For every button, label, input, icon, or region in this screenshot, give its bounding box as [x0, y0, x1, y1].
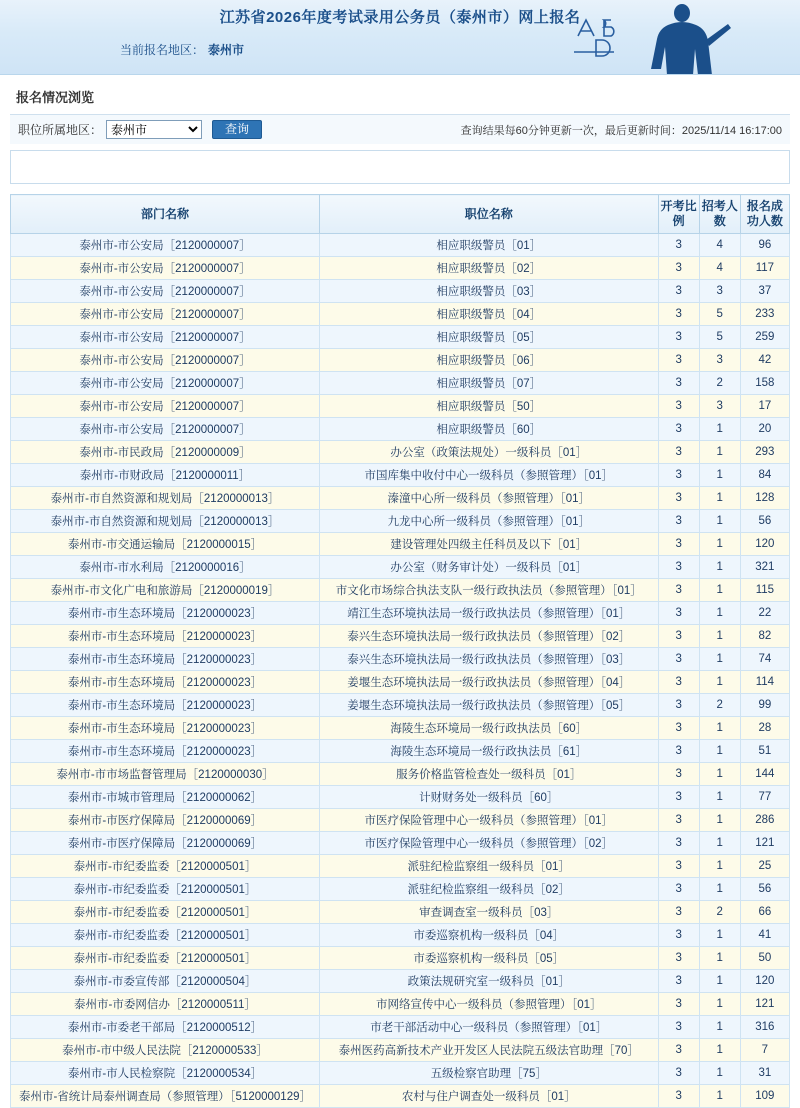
- header-ratio: 开考比例: [658, 195, 699, 234]
- cell-position: 办公室（政策法规处）一级科员［01］: [319, 441, 658, 464]
- cell-applied-count: 84: [740, 464, 789, 487]
- cell-position: 靖江生态环境执法局一级行政执法员（参照管理）［01］: [319, 602, 658, 625]
- cell-applied-count: 117: [740, 257, 789, 280]
- cell-applied-count: 20: [740, 418, 789, 441]
- positions-table: [10, 194, 790, 1108]
- table-row: [11, 648, 790, 671]
- cell-position: 建设管理处四级主任科员及以下［01］: [319, 533, 658, 556]
- cell-department: 泰州市-市公安局［2120000007］: [11, 257, 320, 280]
- table-row: [11, 1016, 790, 1039]
- cell-applied-count: 115: [740, 579, 789, 602]
- cell-ratio: 3: [658, 326, 699, 349]
- cell-plan-count: 1: [699, 464, 740, 487]
- positions-table-body: [11, 234, 790, 1108]
- cell-plan-count: 1: [699, 924, 740, 947]
- cell-position: 派驻纪检监察组一级科员［02］: [319, 878, 658, 901]
- cell-department: 泰州市-市生态环境局［2120000023］: [11, 625, 320, 648]
- cell-position: 市医疗保险管理中心一级科员（参照管理）［01］: [319, 809, 658, 832]
- cell-position: 市医疗保险管理中心一级科员（参照管理）［02］: [319, 832, 658, 855]
- cell-plan-count: 3: [699, 280, 740, 303]
- cell-department: 泰州市-市生态环境局［2120000023］: [11, 694, 320, 717]
- cell-department: 泰州市-市生态环境局［2120000023］: [11, 671, 320, 694]
- cell-plan-count: 1: [699, 1085, 740, 1108]
- table-row: [11, 763, 790, 786]
- table-row: [11, 579, 790, 602]
- cell-ratio: 3: [658, 418, 699, 441]
- cell-applied-count: 25: [740, 855, 789, 878]
- cell-plan-count: 1: [699, 832, 740, 855]
- cell-department: 泰州市-市生态环境局［2120000023］: [11, 602, 320, 625]
- cell-plan-count: 1: [699, 648, 740, 671]
- cell-plan-count: 2: [699, 694, 740, 717]
- cell-ratio: 3: [658, 717, 699, 740]
- cell-plan-count: 1: [699, 855, 740, 878]
- cell-applied-count: 51: [740, 740, 789, 763]
- cell-department: 泰州市-市人民检察院［2120000534］: [11, 1062, 320, 1085]
- cell-position: 服务价格监管检查处一级科员［01］: [319, 763, 658, 786]
- table-row: [11, 740, 790, 763]
- cell-position: 相应职级警员［03］: [319, 280, 658, 303]
- cell-department: 泰州市-市委老干部局［2120000512］: [11, 1016, 320, 1039]
- cell-plan-count: 1: [699, 487, 740, 510]
- cell-ratio: 3: [658, 1039, 699, 1062]
- cell-ratio: 3: [658, 464, 699, 487]
- cell-department: 泰州市-市公安局［2120000007］: [11, 395, 320, 418]
- cell-ratio: 3: [658, 694, 699, 717]
- update-time-note: 查询结果每60分钟更新一次，最后更新时间：2025/11/14 16:17:00: [460, 124, 782, 137]
- table-row: [11, 372, 790, 395]
- table-row: [11, 1085, 790, 1108]
- header-department: 部门名称: [11, 195, 320, 234]
- cell-ratio: 3: [658, 1016, 699, 1039]
- cell-applied-count: 56: [740, 878, 789, 901]
- cell-applied-count: 109: [740, 1085, 789, 1108]
- cell-position: 泰州医药高新技术产业开发区人民法院五级法官助理［70］: [319, 1039, 658, 1062]
- cell-plan-count: 1: [699, 441, 740, 464]
- cell-plan-count: 3: [699, 395, 740, 418]
- cell-department: 泰州市-市纪委监委［2120000501］: [11, 924, 320, 947]
- cell-applied-count: 66: [740, 901, 789, 924]
- notice-box: [10, 150, 790, 184]
- cell-department: 泰州市-市委网信办［2120000511］: [11, 993, 320, 1016]
- cell-department: 泰州市-市财政局［2120000011］: [11, 464, 320, 487]
- cell-department: 泰州市-市自然资源和规划局［2120000013］: [11, 487, 320, 510]
- cell-plan-count: 1: [699, 763, 740, 786]
- cell-plan-count: 1: [699, 993, 740, 1016]
- cell-ratio: 3: [658, 280, 699, 303]
- region-filter-label: 职位所属地区：: [18, 123, 103, 137]
- cell-position: 政策法规研究室一级科员［01］: [319, 970, 658, 993]
- table-row: [11, 303, 790, 326]
- cell-plan-count: 1: [699, 510, 740, 533]
- cell-plan-count: 5: [699, 326, 740, 349]
- cell-ratio: 3: [658, 740, 699, 763]
- cell-department: 泰州市-省统计局泰州调查局（参照管理）［5120000129］: [11, 1085, 320, 1108]
- current-region-value: 泰州市: [208, 43, 245, 57]
- cell-plan-count: 1: [699, 947, 740, 970]
- cell-ratio: 3: [658, 510, 699, 533]
- cell-position: 相应职级警员［50］: [319, 395, 658, 418]
- cell-plan-count: 1: [699, 579, 740, 602]
- table-row: [11, 855, 790, 878]
- cell-department: 泰州市-市公安局［2120000007］: [11, 372, 320, 395]
- cell-department: 泰州市-市医疗保障局［2120000069］: [11, 809, 320, 832]
- table-row: [11, 625, 790, 648]
- cell-ratio: 3: [658, 372, 699, 395]
- cell-plan-count: 1: [699, 1039, 740, 1062]
- banner-illustration: [560, 0, 760, 75]
- table-row: [11, 257, 790, 280]
- page-title: 江苏省2026年度考试录用公务员（泰州市）网上报名: [219, 9, 581, 26]
- cell-applied-count: 42: [740, 349, 789, 372]
- table-row: [11, 970, 790, 993]
- cell-position: 九龙中心所一级科员（参照管理）［01］: [319, 510, 658, 533]
- cell-plan-count: 1: [699, 556, 740, 579]
- cell-department: 泰州市-市城市管理局［2120000062］: [11, 786, 320, 809]
- cell-ratio: 3: [658, 1062, 699, 1085]
- cell-applied-count: 82: [740, 625, 789, 648]
- cell-position: 泰兴生态环境执法局一级行政执法员（参照管理）［02］: [319, 625, 658, 648]
- cell-position: 审查调查室一级科员［03］: [319, 901, 658, 924]
- cell-position: 市文化市场综合执法支队一级行政执法员（参照管理）［01］: [319, 579, 658, 602]
- cell-ratio: 3: [658, 993, 699, 1016]
- cell-applied-count: 121: [740, 832, 789, 855]
- cell-applied-count: 96: [740, 234, 789, 257]
- table-row: [11, 280, 790, 303]
- cell-position: 农村与住户调查处一级科员［01］: [319, 1085, 658, 1108]
- cell-plan-count: 1: [699, 602, 740, 625]
- cell-applied-count: 144: [740, 763, 789, 786]
- cell-position: 相应职级警员［05］: [319, 326, 658, 349]
- cell-plan-count: 4: [699, 234, 740, 257]
- cell-ratio: 3: [658, 349, 699, 372]
- table-row: [11, 694, 790, 717]
- cell-ratio: 3: [658, 257, 699, 280]
- table-row: [11, 602, 790, 625]
- cell-position: 海陵生态环境局一级行政执法员［61］: [319, 740, 658, 763]
- cell-applied-count: 74: [740, 648, 789, 671]
- cell-ratio: 3: [658, 671, 699, 694]
- cell-plan-count: 1: [699, 1016, 740, 1039]
- cell-position: 市老干部活动中心一级科员（参照管理）［01］: [319, 1016, 658, 1039]
- cell-ratio: 3: [658, 809, 699, 832]
- cell-department: 泰州市-市纪委监委［2120000501］: [11, 855, 320, 878]
- cell-applied-count: 121: [740, 993, 789, 1016]
- cell-applied-count: 316: [740, 1016, 789, 1039]
- cell-position: 办公室（财务审计处）一级科员［01］: [319, 556, 658, 579]
- cell-ratio: 3: [658, 625, 699, 648]
- cell-position: 市委巡察机构一级科员［05］: [319, 947, 658, 970]
- cell-position: 相应职级警员［06］: [319, 349, 658, 372]
- cell-plan-count: 1: [699, 970, 740, 993]
- cell-department: 泰州市-市医疗保障局［2120000069］: [11, 832, 320, 855]
- cell-ratio: 3: [658, 395, 699, 418]
- cell-ratio: 3: [658, 970, 699, 993]
- table-row: [11, 717, 790, 740]
- cell-ratio: 3: [658, 556, 699, 579]
- cell-applied-count: 41: [740, 924, 789, 947]
- region-select[interactable]: [106, 120, 202, 139]
- cell-ratio: 3: [658, 533, 699, 556]
- cell-plan-count: 1: [699, 533, 740, 556]
- cell-department: 泰州市-市公安局［2120000007］: [11, 303, 320, 326]
- cell-applied-count: 17: [740, 395, 789, 418]
- cell-applied-count: 56: [740, 510, 789, 533]
- table-row: [11, 395, 790, 418]
- cell-ratio: 3: [658, 763, 699, 786]
- cell-position: 相应职级警员［02］: [319, 257, 658, 280]
- cell-department: 泰州市-市自然资源和规划局［2120000013］: [11, 510, 320, 533]
- cell-plan-count: 1: [699, 717, 740, 740]
- cell-position: 派驻纪检监察组一级科员［01］: [319, 855, 658, 878]
- cell-plan-count: 2: [699, 901, 740, 924]
- table-row: [11, 487, 790, 510]
- table-row: [11, 510, 790, 533]
- cell-ratio: 3: [658, 487, 699, 510]
- cell-department: 泰州市-市公安局［2120000007］: [11, 326, 320, 349]
- cell-position: 海陵生态环境局一级行政执法员［60］: [319, 717, 658, 740]
- table-row: [11, 924, 790, 947]
- table-row: [11, 809, 790, 832]
- cell-plan-count: 1: [699, 809, 740, 832]
- cell-applied-count: 120: [740, 533, 789, 556]
- cell-department: 泰州市-市文化广电和旅游局［2120000019］: [11, 579, 320, 602]
- table-row: [11, 901, 790, 924]
- cell-department: 泰州市-市生态环境局［2120000023］: [11, 740, 320, 763]
- cell-plan-count: 1: [699, 1062, 740, 1085]
- cell-applied-count: 233: [740, 303, 789, 326]
- cell-plan-count: 4: [699, 257, 740, 280]
- query-button[interactable]: 查询: [212, 120, 262, 139]
- cell-ratio: 3: [658, 648, 699, 671]
- cell-applied-count: 99: [740, 694, 789, 717]
- cell-department: 泰州市-市水利局［2120000016］: [11, 556, 320, 579]
- table-row: [11, 832, 790, 855]
- table-row: [11, 464, 790, 487]
- cell-department: 泰州市-市纪委监委［2120000501］: [11, 947, 320, 970]
- section-heading: 报名情况浏览: [16, 90, 95, 105]
- table-row: [11, 947, 790, 970]
- table-header-row: [11, 195, 790, 234]
- cell-department: 泰州市-市委宣传部［2120000504］: [11, 970, 320, 993]
- cell-applied-count: 120: [740, 970, 789, 993]
- table-row: [11, 326, 790, 349]
- cell-ratio: 3: [658, 441, 699, 464]
- table-row: [11, 556, 790, 579]
- cell-ratio: 3: [658, 234, 699, 257]
- cell-ratio: 3: [658, 1085, 699, 1108]
- cell-plan-count: 1: [699, 878, 740, 901]
- header-position: 职位名称: [319, 195, 658, 234]
- cell-department: 泰州市-市公安局［2120000007］: [11, 280, 320, 303]
- cell-plan-count: 1: [699, 786, 740, 809]
- cell-ratio: 3: [658, 901, 699, 924]
- cell-department: 泰州市-市生态环境局［2120000023］: [11, 717, 320, 740]
- cell-applied-count: 31: [740, 1062, 789, 1085]
- cell-position: 市委巡察机构一级科员［04］: [319, 924, 658, 947]
- cell-applied-count: 28: [740, 717, 789, 740]
- cell-plan-count: 1: [699, 671, 740, 694]
- cell-department: 泰州市-市市场监督管理局［2120000030］: [11, 763, 320, 786]
- cell-plan-count: 2: [699, 372, 740, 395]
- cell-plan-count: 1: [699, 740, 740, 763]
- cell-department: 泰州市-市民政局［2120000009］: [11, 441, 320, 464]
- cell-department: 泰州市-市公安局［2120000007］: [11, 349, 320, 372]
- cell-ratio: 3: [658, 579, 699, 602]
- header-applied-count: 报名成功人数: [740, 195, 789, 234]
- table-row: [11, 671, 790, 694]
- table-row: [11, 1062, 790, 1085]
- cell-plan-count: 3: [699, 349, 740, 372]
- cell-position: 相应职级警员［04］: [319, 303, 658, 326]
- table-row: [11, 878, 790, 901]
- cell-applied-count: 37: [740, 280, 789, 303]
- cell-applied-count: 114: [740, 671, 789, 694]
- cell-position: 市网络宣传中心一级科员（参照管理）［01］: [319, 993, 658, 1016]
- cell-position: 相应职级警员［01］: [319, 234, 658, 257]
- table-row: [11, 533, 790, 556]
- cell-position: 相应职级警员［60］: [319, 418, 658, 441]
- browse-section: [0, 75, 800, 1108]
- cell-department: 泰州市-市纪委监委［2120000501］: [11, 901, 320, 924]
- table-row: [11, 418, 790, 441]
- cell-plan-count: 1: [699, 625, 740, 648]
- cell-applied-count: 128: [740, 487, 789, 510]
- cell-position: 溱潼中心所一级科员（参照管理）［01］: [319, 487, 658, 510]
- cell-ratio: 3: [658, 832, 699, 855]
- table-row: [11, 441, 790, 464]
- cell-applied-count: 50: [740, 947, 789, 970]
- cell-ratio: 3: [658, 947, 699, 970]
- cell-department: 泰州市-市纪委监委［2120000501］: [11, 878, 320, 901]
- cell-plan-count: 1: [699, 418, 740, 441]
- cell-position: 泰兴生态环境执法局一级行政执法员（参照管理）［03］: [319, 648, 658, 671]
- cell-applied-count: 286: [740, 809, 789, 832]
- header-plan-count: 招考人数: [699, 195, 740, 234]
- cell-position: 姜堰生态环境执法局一级行政执法员（参照管理）［04］: [319, 671, 658, 694]
- cell-position: 计财财务处一级科员［60］: [319, 786, 658, 809]
- cell-applied-count: 77: [740, 786, 789, 809]
- table-row: [11, 349, 790, 372]
- cell-department: 泰州市-市中级人民法院［2120000533］: [11, 1039, 320, 1062]
- cell-department: 泰州市-市生态环境局［2120000023］: [11, 648, 320, 671]
- current-region-label: 当前报名地区：: [120, 43, 205, 57]
- cell-ratio: 3: [658, 855, 699, 878]
- cell-position: 相应职级警员［07］: [319, 372, 658, 395]
- table-row: [11, 1039, 790, 1062]
- cell-plan-count: 5: [699, 303, 740, 326]
- page-banner: [0, 0, 800, 75]
- cell-applied-count: 293: [740, 441, 789, 464]
- cell-position: 市国库集中收付中心一级科员（参照管理）［01］: [319, 464, 658, 487]
- cell-applied-count: 321: [740, 556, 789, 579]
- cell-applied-count: 7: [740, 1039, 789, 1062]
- cell-applied-count: 259: [740, 326, 789, 349]
- cell-ratio: 3: [658, 303, 699, 326]
- cell-applied-count: 22: [740, 602, 789, 625]
- cell-ratio: 3: [658, 924, 699, 947]
- filter-toolbar: [10, 114, 790, 144]
- table-row: [11, 786, 790, 809]
- cell-department: 泰州市-市公安局［2120000007］: [11, 234, 320, 257]
- cell-department: 泰州市-市交通运输局［2120000015］: [11, 533, 320, 556]
- cell-ratio: 3: [658, 602, 699, 625]
- cell-department: 泰州市-市公安局［2120000007］: [11, 418, 320, 441]
- cell-ratio: 3: [658, 786, 699, 809]
- table-row: [11, 993, 790, 1016]
- cell-ratio: 3: [658, 878, 699, 901]
- cell-position: 五级检察官助理［75］: [319, 1062, 658, 1085]
- cell-applied-count: 158: [740, 372, 789, 395]
- cell-position: 姜堰生态环境执法局一级行政执法员（参照管理）［05］: [319, 694, 658, 717]
- table-row: [11, 234, 790, 257]
